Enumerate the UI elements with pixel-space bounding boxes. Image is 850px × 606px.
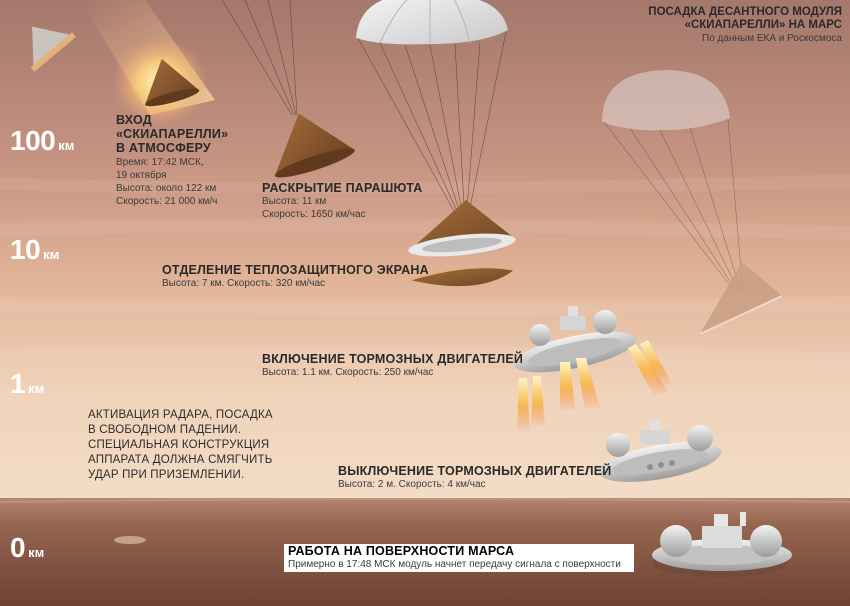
altitude-unit: км <box>58 138 75 153</box>
altitude-value: 100 <box>10 125 56 156</box>
stage-note-line: В СВОБОДНОМ ПАДЕНИИ. <box>88 424 242 436</box>
altitude-value: 1 <box>10 368 26 399</box>
stage-detail: Высота: 1.1 км. Скорость: 250 км/час <box>262 367 434 378</box>
stage-title: ОТДЕЛЕНИЕ ТЕПЛОЗАЩИТНОГО ЭКРАНА <box>162 263 429 277</box>
altitude-marker-1 <box>10 368 44 400</box>
stage-detail: Примерно в 17:48 МСК модуль начнет передачу сигнала с поверхности <box>288 559 621 570</box>
infographic-header <box>648 6 842 45</box>
altitude-unit: км <box>43 247 60 262</box>
stage-note-line: АППАРАТА ДОЛЖНА СМЯГЧИТЬ <box>88 454 273 466</box>
altitude-marker-10 <box>10 234 59 266</box>
altitude-marker-0 <box>10 532 44 564</box>
stage-thrusters-on <box>262 352 523 379</box>
stage-note-line: СПЕЦИАЛЬНАЯ КОНСТРУКЦИЯ <box>88 439 270 451</box>
altitude-unit: км <box>28 545 45 560</box>
stage-detail: Высота: 11 км <box>262 196 327 207</box>
header-source: По данным ЕКА и Роскосмоса <box>702 33 842 44</box>
stage-entry <box>116 113 228 208</box>
stage-note-line: АКТИВАЦИЯ РАДАРА, ПОСАДКА <box>88 409 273 421</box>
stage-title: ВКЛЮЧЕНИЕ ТОРМОЗНЫХ ДВИГАТЕЛЕЙ <box>262 352 524 366</box>
altitude-value: 10 <box>10 234 41 265</box>
stage-title: РАБОТА НА ПОВЕРХНОСТИ МАРСА <box>288 544 515 558</box>
stage-detail: 19 октября <box>116 170 167 181</box>
stage-title: «СКИАПАРЕЛЛИ» <box>116 127 229 141</box>
stage-detail: Высота: около 122 км <box>116 183 217 194</box>
altitude-marker-100 <box>10 125 74 157</box>
stage-detail: Высота: 2 м. Скорость: 4 км/час <box>338 479 486 490</box>
stage-detail: Время: 17:42 МСК, <box>116 157 204 168</box>
stage-parachute <box>262 181 423 221</box>
stage-detail: Высота: 7 км. Скорость: 320 км/час <box>162 278 326 289</box>
stage-title: ВХОД <box>116 113 152 127</box>
stage-note-line: УДАР ПРИ ПРИЗЕМЛЕНИИ. <box>88 469 245 481</box>
stage-title: В АТМОСФЕРУ <box>116 141 211 155</box>
stage-title: РАСКРЫТИЕ ПАРАШЮТА <box>262 181 423 195</box>
stage-detail: Скорость: 1650 км/час <box>262 209 366 220</box>
header-title-line2: «СКИАПАРЕЛЛИ» НА МАРС <box>684 19 842 31</box>
stage-detail: Скорость: 21 000 км/ч <box>116 196 218 207</box>
stage-thrusters-off <box>338 464 611 491</box>
surface-rock <box>114 536 146 544</box>
altitude-unit: км <box>28 381 45 396</box>
stage-surface <box>284 544 634 572</box>
stage-title: ВЫКЛЮЧЕНИЕ ТОРМОЗНЫХ ДВИГАТЕЛЕЙ <box>338 464 612 478</box>
altitude-value: 0 <box>10 532 26 563</box>
stage-radar <box>88 408 278 483</box>
stage-heatshield <box>162 263 429 290</box>
header-title-line1: ПОСАДКА ДЕСАНТНОГО МОДУЛЯ <box>648 6 842 18</box>
parachute-icon <box>356 0 508 45</box>
